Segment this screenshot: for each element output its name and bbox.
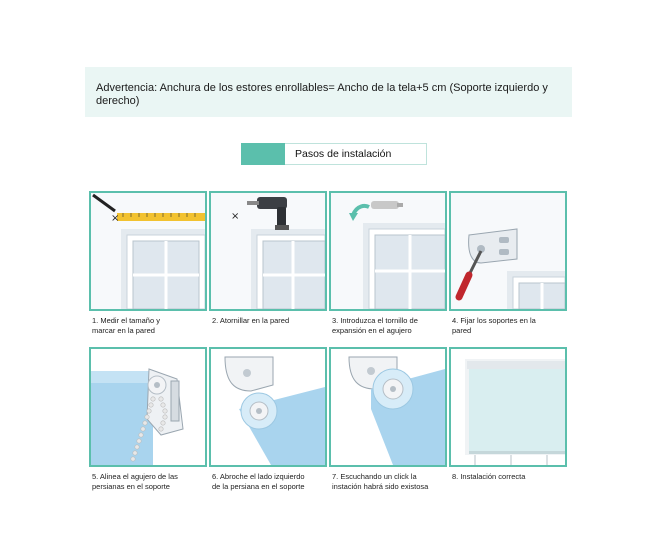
step-8-illustration bbox=[449, 347, 567, 467]
step-5-caption-line1: 5. Alinea el agujero de las bbox=[92, 472, 178, 481]
step-1-illustration bbox=[89, 191, 207, 311]
step-4-illustration bbox=[449, 191, 567, 311]
step-1-caption-line2: marcar en la pared bbox=[92, 326, 155, 335]
step-6 bbox=[209, 347, 327, 492]
step-4-caption-line2: pared bbox=[452, 326, 472, 335]
step-6-caption-line2: de la persiana en el soporte bbox=[212, 482, 305, 491]
step-8 bbox=[449, 347, 567, 482]
step-3 bbox=[329, 191, 447, 336]
step-4 bbox=[449, 191, 567, 336]
step-7-illustration bbox=[329, 347, 447, 467]
step-2-illustration bbox=[209, 191, 327, 311]
svg-text:×: × bbox=[111, 213, 120, 224]
roller-tube bbox=[467, 361, 565, 369]
roller-blind-fabric bbox=[469, 369, 565, 453]
step-6-illustration bbox=[209, 347, 327, 467]
installation-steps-header bbox=[241, 143, 427, 165]
step-7-caption-line2: instación habrá sido existosa bbox=[332, 482, 429, 491]
step-5-caption-line2: persianas en el soporte bbox=[92, 482, 170, 491]
step-6-caption-line1: 6. Abroche el lado izquierdo bbox=[212, 472, 305, 481]
step-3-caption-line1: 3. Introduzca el tornillo de bbox=[332, 316, 418, 325]
step-1-caption-line1: 1. Medir el tamaño y bbox=[92, 316, 160, 325]
step-3-caption-line2: expansión en el agujero bbox=[332, 326, 412, 335]
bracket-icon bbox=[469, 229, 517, 263]
warning-text-line2: derecho) bbox=[96, 95, 140, 107]
step-7-caption-line1: 7. Escuchando un click la bbox=[332, 472, 417, 481]
accent-swatch bbox=[241, 143, 285, 165]
roller-blind-fabric bbox=[91, 371, 153, 465]
step-5-illustration bbox=[89, 347, 207, 467]
chain-mechanism-icon bbox=[148, 376, 166, 394]
expansion-anchor-icon bbox=[371, 201, 403, 209]
step-3-illustration bbox=[329, 191, 447, 311]
step-7 bbox=[329, 347, 447, 492]
svg-text:×: × bbox=[231, 211, 240, 222]
step-1 bbox=[89, 191, 207, 336]
step-4-caption-line1: 4. Fijar los soportes en la bbox=[452, 316, 536, 325]
step-2 bbox=[209, 191, 327, 326]
step-5 bbox=[89, 347, 207, 492]
warning-banner bbox=[85, 67, 572, 117]
step-8-caption-line1: 8. Instalación correcta bbox=[452, 472, 526, 481]
step-2-caption-line1: 2. Atornillar en la pared bbox=[212, 316, 290, 325]
tape-measure-icon bbox=[117, 213, 205, 221]
installation-steps-title: Pasos de instalación bbox=[285, 143, 427, 165]
warning-text-line1: Advertencia: Anchura de los estores enrollables= Ancho de la tela+5 cm (Soporte izquierdo y bbox=[96, 82, 548, 94]
